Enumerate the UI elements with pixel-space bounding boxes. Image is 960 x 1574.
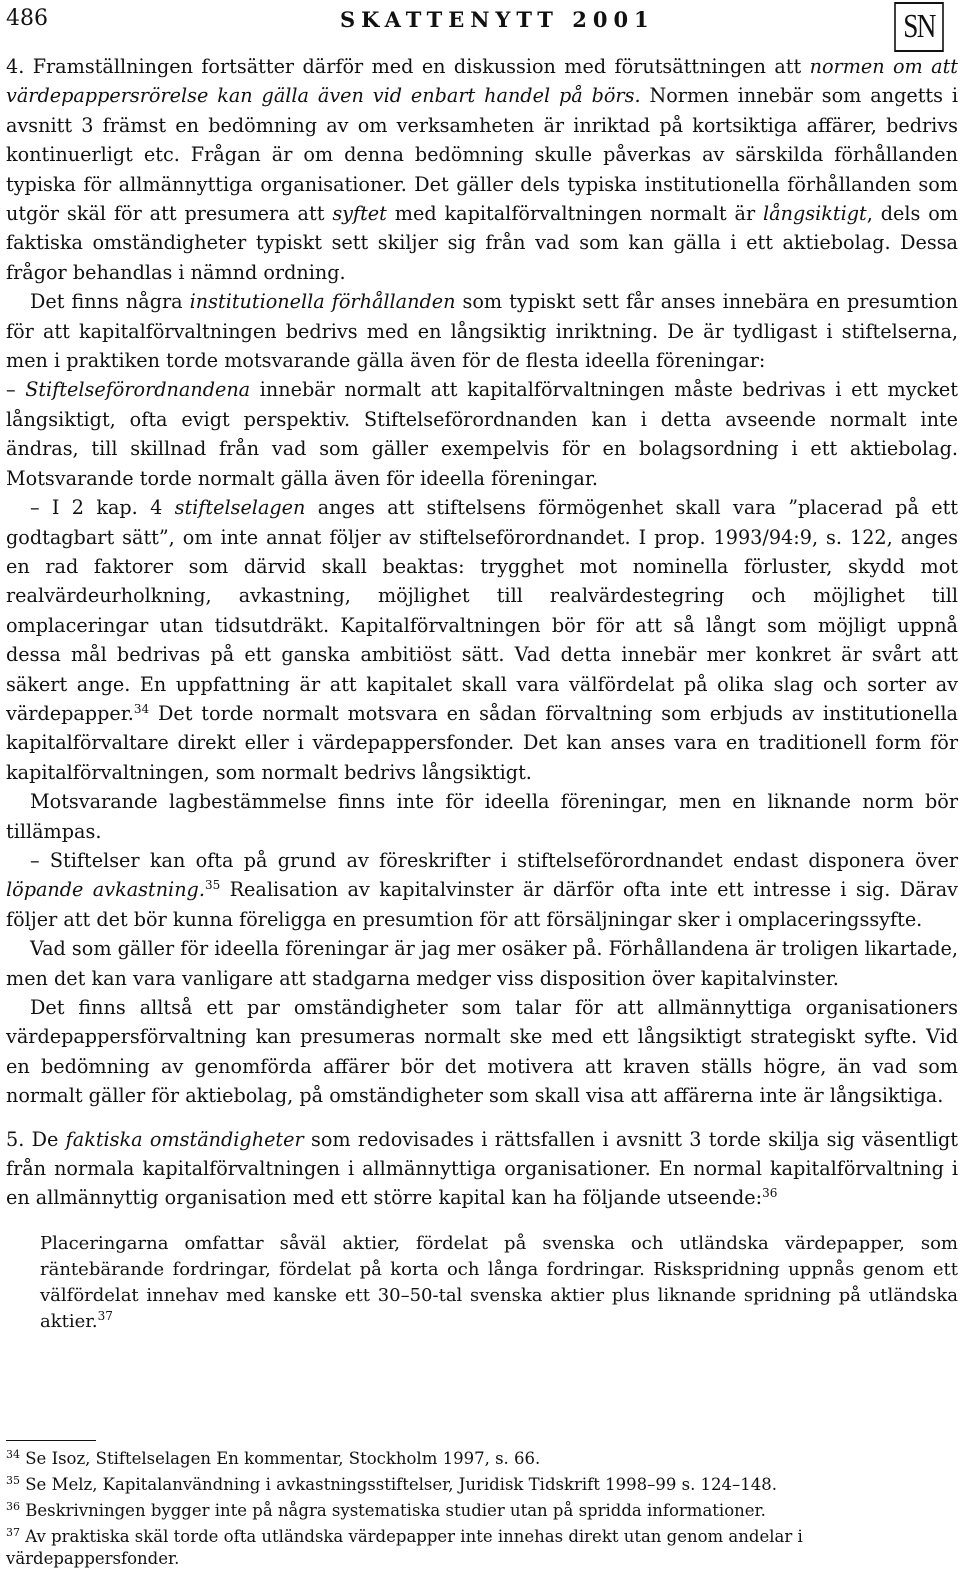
footnote-37	[6, 1526, 958, 1570]
footnote-ref[interactable]: 35	[204, 878, 221, 893]
journal-title: SKATTENYTT 2001	[340, 7, 655, 32]
paragraph-conclusion	[6, 993, 958, 1111]
italic-run: normen om att värdepappersrörelse kan gälla även vid enbart handel på börs.	[6, 55, 959, 108]
paragraph-ideella	[6, 934, 958, 993]
paragraph-motsvarande	[6, 787, 958, 846]
text-run: som typiskt sett får anses innebära en presumtion för att kapitalförvaltningen bedrivs med en långsiktig inriktning. De är tydligast i stiftelserna, men i praktiken torde motsvarande gälla även för de flesta ideella föreningar:	[6, 290, 958, 373]
footnote-35	[6, 1474, 958, 1496]
text-run: anges att stiftelsens förmögenhet skall vara ”placerad på ett godtagbart sätt”, om inte annat följer av stiftelseförordnandet. I prop. 1993/94:9, s. 122, anges en rad faktorer som därvid skall beaktas: trygghet mot nominella förluster, skydd mot realvärdeurholkning, avkastning, möjlighet till realvärdestegring och möjlighet till omplaceringar utan tidsutdräkt. Kapitalförvaltningen bör för att så långt som möjligt uppnå dessa mål bedrivas på ett ganska ambitiöst sätt. Vad detta innebär mer konkret är svårt att säkert ange. En uppfattning är att kapitalet skall vara välfördelat på olika slag och sorter av värdepapper.	[6, 496, 958, 725]
text-run: –	[6, 378, 26, 402]
footnotes	[6, 1448, 958, 1574]
italic-run: faktiska omständigheter	[65, 1127, 304, 1151]
italic-run: långsiktigt	[763, 202, 867, 226]
text-run: Normen innebär som angetts i avsnitt 3 främst en bedömning av om verksamheten är inriktad på kortsiktiga affärer, bedrivs kontinuerligt etc. Frågan är om denna bedömning skulle påverkas av särskilda förhållanden typiska för allmännyttiga organisationer. Det gäller dels typiska institutionella förhållanden som utgör skäl för att presumera att	[6, 84, 959, 226]
text-run: – I 2 kap. 4	[30, 496, 175, 520]
text-run: Det finns alltså ett par omständigheter som talar för att allmännyttiga organisationers värdepappersförvaltning kan presumeras normalt ske med ett långsiktigt strategiskt syfte. Vid en bedömning av genomförda affärer bör det motivera att kraven ställs högre, än vad som normalt gäller för aktiebolag, på omständigheter som skall visa att affärerna inte är långsiktiga.	[6, 996, 958, 1108]
block-quote	[40, 1231, 958, 1335]
footnote-ref[interactable]: 36	[762, 1186, 778, 1201]
text-run: innebär normalt att kapitalförvaltningen måste bedrivas i ett mycket långsiktigt, ofta evigt perspektiv. Stiftelseförordnanden kan i detta avseende normalt inte ändras, till skillnad från vad som gäller exempelvis för en bolagsordning i ett aktiebolag. Motsvarande torde normalt gälla även för ideella föreningar.	[6, 378, 958, 490]
text-run: Vad som gäller för ideella föreningar är jag mer osäker på. Förhållandena är troligen likartade, men det kan vara vanligare att stadgarna medger viss disposition över kapitalvinster.	[6, 937, 958, 990]
text-run: , dels om faktiska omständigheter typiskt sett skiljer sig från vad som kan gälla i ett aktiebolag. Dessa frågor behandlas i nämnd ordning.	[6, 202, 958, 284]
footnote-34	[6, 1448, 958, 1470]
footnote-divider	[6, 1440, 96, 1441]
italic-run: Stiftelseförordnandena	[25, 378, 251, 402]
footnote-number: 34	[6, 1448, 20, 1461]
text-run: med kapitalförvaltningen normalt är	[386, 202, 764, 226]
paragraph-stiftelseforordnandena	[6, 375, 958, 493]
article-body	[6, 52, 958, 1335]
text-run: Realisation av kapitalvinster är därför ofta inte ett intresse i sig. Därav följer att det bör kunna föreligga en presumtion för att försäljningar sker i omplaceringssyfte.	[6, 878, 958, 931]
footnote-number: 36	[6, 1500, 20, 1513]
italic-run: institutionella förhållanden	[189, 290, 456, 314]
text-run: Det finns några	[30, 290, 190, 314]
footnote-text: Se Isoz, Stiftelselagen En kommentar, Stockholm 1997, s. 66.	[25, 1449, 541, 1468]
text-run: – Stiftelser kan ofta på grund av föreskrifter i stiftelseförordnandet endast disponera över	[30, 848, 958, 872]
paragraph-4	[6, 52, 958, 287]
text-run: 4. Framställningen fortsätter därför med en diskussion med förutsättningen att	[6, 55, 810, 78]
footnote-number: 37	[6, 1526, 20, 1539]
footnote-text: Beskrivningen bygger inte på några systematiska studier utan på spridda informationer.	[25, 1501, 766, 1520]
text-run: 5. De	[6, 1127, 66, 1151]
text-run: Placeringarna omfattar såväl aktier, fördelat på svenska och utländska värdepapper, som räntebärande fordringar, fördelat på korta och långa fordringar. Riskspridning uppnås genom ett välfördelat innehav med kanske ett 30–50-tal svenska aktier plus liknande spridning på utländska aktier.	[40, 1232, 958, 1332]
paragraph-5	[6, 1125, 958, 1213]
page-number: 486	[6, 6, 48, 31]
paragraph-stiftelselagen	[6, 493, 958, 787]
page-header	[0, 0, 960, 50]
journal-logo: SN	[894, 2, 944, 52]
text-run: Motsvarande lagbestämmelse finns inte för ideella föreningar, men en liknande norm bör tillämpas.	[6, 790, 958, 843]
text-run: som redovisades i rättsfallen i avsnitt 3 torde skilja sig väsentligt från normala kapitalförvaltningen i allmännyttiga organisationer. En normal kapitalförvaltning i en allmännyttig organisation med ett större kapital kan ha följande utseende:	[6, 1127, 959, 1210]
footnote-text: Se Melz, Kapitalanvändning i avkastningsstiftelser, Juridisk Tidskrift 1998–99 s. 124–148.	[25, 1475, 778, 1494]
paragraph-lopande-avkastning	[6, 846, 958, 934]
footnote-36	[6, 1500, 958, 1522]
italic-run: stiftelselagen	[174, 496, 306, 520]
footnote-number: 35	[6, 1474, 20, 1487]
text-run: Det torde normalt motsvara en sådan förvaltning som erbjuds av institutionella kapitalförvaltare direkt eller i värdepappersfonder. Det kan anses vara en traditionell form för kapitalförvaltningen, som normalt bedrivs långsiktigt.	[6, 701, 958, 784]
italic-run: syftet	[332, 202, 387, 226]
footnote-text: Av praktiska skäl torde ofta utländska värdepapper inte innehas direkt utan genom andelar i värdepappersfonder.	[6, 1527, 803, 1568]
italic-run: löpande avkastning.	[6, 878, 205, 902]
footnote-ref[interactable]: 37	[97, 1308, 113, 1323]
paragraph-institutional	[6, 287, 958, 375]
footnote-ref[interactable]: 34	[133, 701, 150, 716]
